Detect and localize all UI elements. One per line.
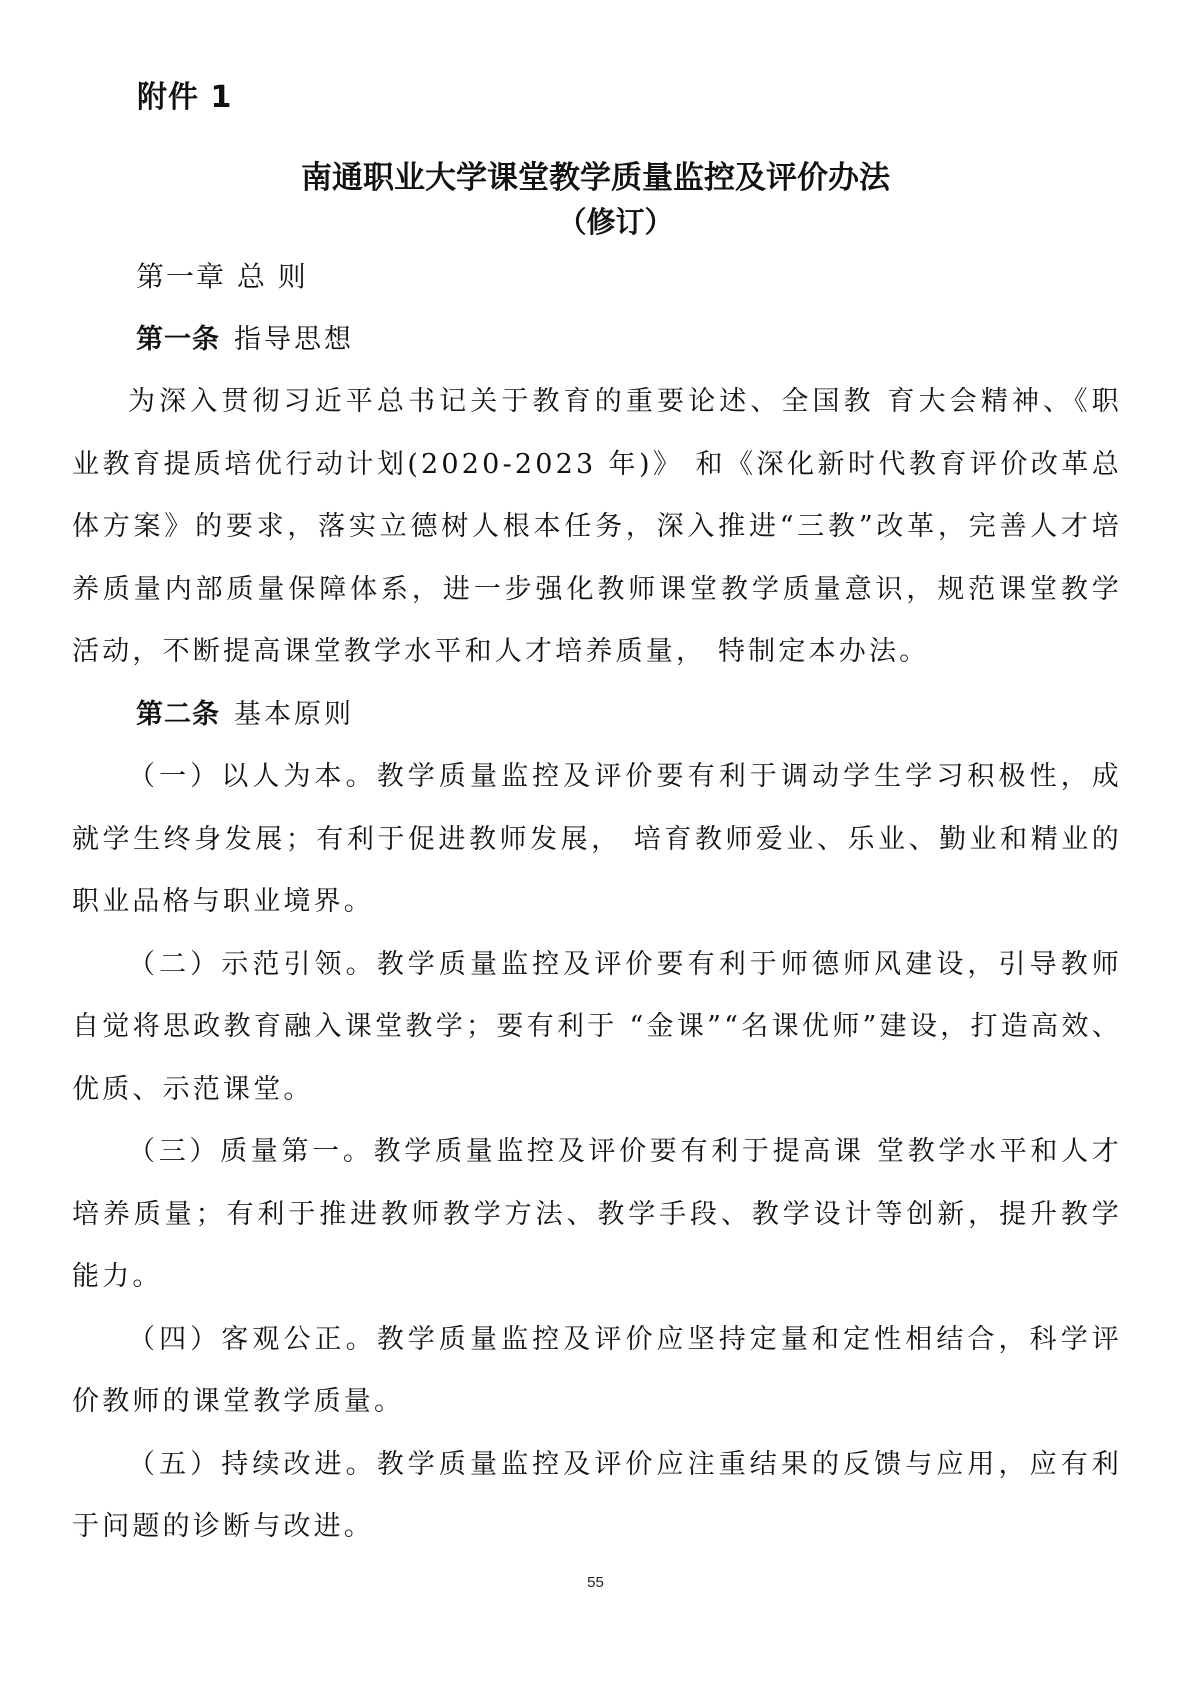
- attachment-label: 附件 1: [137, 80, 233, 115]
- article-heading: [72, 309, 1122, 372]
- page-number: 55: [587, 1574, 604, 1591]
- principle-item: （四）客观公正。教学质量监控及评价应坚持定量和定性相结合，科学评价教师的课堂教学质量。: [72, 1323, 1122, 1417]
- document-body: [72, 246, 1122, 1559]
- principle-item: （五）持续改进。教学质量监控及评价应注重结果的反馈与应用，应有利于问题的诊断与改进。: [72, 1448, 1122, 1542]
- principle-item: （二）示范引领。教学质量监控及评价要有利于师德师风建设，引导教师自觉将思政教育融入课堂教学；要有利于 “金课”“名课优师”建设，打造高效、优质、示范课堂。: [72, 948, 1122, 1105]
- principle-item: （三）质量第一。教学质量监控及评价要有利于提高课 堂教学水平和人才培养质量；有利于推进教师教学方法、教学手段、教学设计等创新，提升教学能力。: [72, 1136, 1122, 1292]
- document-title: 南通职业大学课堂教学质量监控及评价办法: [301, 160, 890, 196]
- article-number: 第二条: [136, 698, 220, 730]
- article-number: 第一条: [136, 323, 220, 355]
- document-subtitle: （修订）: [557, 205, 674, 239]
- article-heading: [72, 684, 1122, 747]
- article-paragraph: 为深入贯彻习近平总书记关于教育的重要论述、全国教 育大会精神、《职业教育提质培优行动计划(2020-2023 年)》 和《深化新时代教育评价改革总体方案》的要求，落实立德树人根本任务，深入推进“三教”改革，完善人才培养质量内部质量保障体系，进一步强化教师课堂教学质量意识，规范课堂教学活动，不断提高课堂教学水平和人才培养质量， 特制定本办法。: [72, 386, 1122, 667]
- article-name: 指导思想: [234, 323, 354, 355]
- article-name: 基本原则: [234, 698, 354, 730]
- chapter-heading: 第一章 总 则: [136, 260, 308, 293]
- principle-item: （一）以人为本。教学质量监控及评价要有利于调动学生学习积极性，成就学生终身发展；有利于促进教师发展， 培育教师爱业、乐业、勤业和精业的职业品格与职业境界。: [72, 761, 1122, 917]
